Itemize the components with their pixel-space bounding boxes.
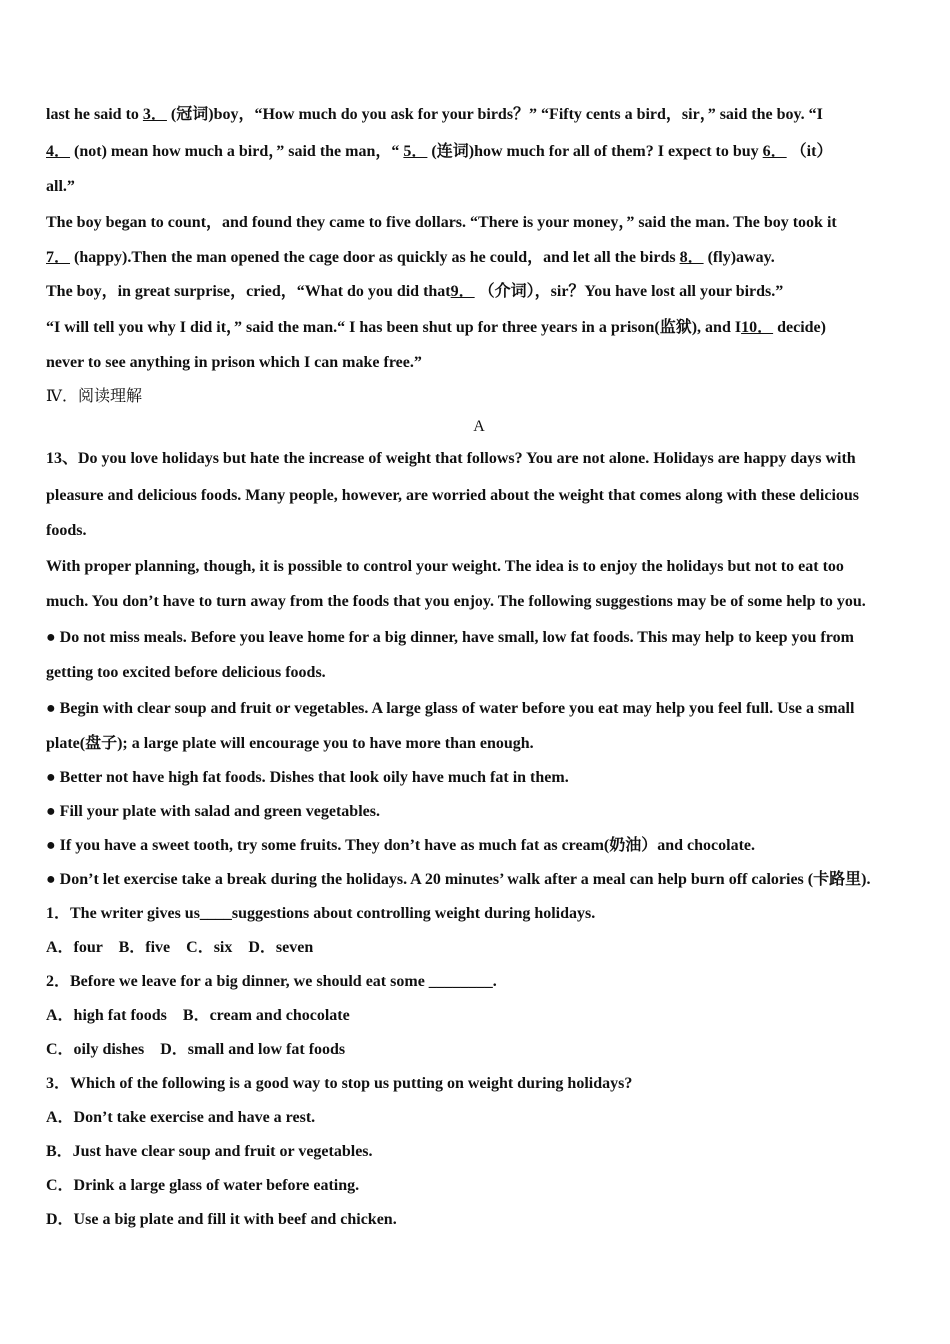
blank-8: 8． (679, 249, 704, 266)
blank-9: 9． (450, 283, 475, 300)
blank-5: 5． (403, 143, 428, 160)
question-option: A．Don’t take exercise and have a rest. (46, 1109, 316, 1126)
cloze-line: 4． (not) mean how much a bird，” said the man，“ 5． (连词)how much for all of them? I expect to buy 6． （it） (46, 143, 833, 160)
question-option: C．Drink a large glass of water before eating. (46, 1177, 360, 1194)
passage-line: getting too excited before delicious foods. (46, 664, 326, 681)
passage-line: ● Fill your plate with salad and green vegetables. (46, 803, 380, 820)
question-stem: 1．The writer gives us____suggestions about controlling weight during holidays. (46, 905, 596, 922)
passage-line: much. You don’t have to turn away from the foods that you enjoy. The following suggestions may be of some help to you. (46, 593, 866, 610)
passage-line: ● Begin with clear soup and fruit or vegetables. A large glass of water before you eat may help you feel full. Use a small (46, 700, 855, 717)
cloze-line: last he said to 3． (冠词)boy，“How much do you ask for your birds？” “Fifty cents a bird，sir，” said the boy. “I (46, 106, 823, 123)
blank-6: 6． (762, 143, 787, 160)
cloze-line: “I will tell you why I did it，” said the man.“ I has been shut up for three years in a prison(监狱), and I10． decide) (46, 319, 826, 336)
passage-line: With proper planning, though, it is possible to control your weight. The idea is to enjoy the holidays but not to eat too (46, 558, 844, 575)
question-stem: 3．Which of the following is a good way to stop us putting on weight during holidays? (46, 1075, 633, 1092)
section-title: Ⅳ．阅读理解 (46, 388, 142, 405)
passage-line: foods. (46, 522, 87, 539)
cloze-line: The boy began to count，and found they came to five dollars. “There is your money，” said the man. The boy took it (46, 214, 837, 231)
passage-line: ● Don’t let exercise take a break during the holidays. A 20 minutes’ walk after a meal can help burn off calories (卡路里). (46, 871, 871, 888)
question-option: B．Just have clear soup and fruit or vegetables. (46, 1143, 373, 1160)
question-option: D．Use a big plate and fill it with beef and chicken. (46, 1211, 397, 1228)
blank-7: 7． (46, 249, 71, 266)
blank-4: 4． (46, 143, 71, 160)
passage-label: A (473, 418, 485, 435)
passage-line: 13、Do you love holidays but hate the increase of weight that follows? You are not alone. Holidays are happy days with (46, 450, 856, 467)
cloze-line: all.” (46, 178, 75, 195)
cloze-line: never to see anything in prison which I can make free.” (46, 354, 422, 371)
question-options: C．oily dishes D．small and low fat foods (46, 1041, 346, 1058)
document-page (46, 96, 912, 1237)
passage-line: plate(盘子); a large plate will encourage you to have more than enough. (46, 735, 534, 752)
question-options: A．four B．five C．six D．seven (46, 939, 314, 956)
cloze-line: The boy，in great surprise，cried，“What do you did that9． （介词），sir？You have lost all your birds.” (46, 283, 784, 300)
passage-line: ● Do not miss meals. Before you leave home for a big dinner, have small, low fat foods. This may help to keep you from (46, 629, 854, 646)
passage-line: ● Better not have high fat foods. Dishes that look oily have much fat in them. (46, 769, 569, 786)
blank-3: 3． (142, 106, 167, 123)
passage-line: pleasure and delicious foods. Many people, however, are worried about the weight that comes along with these delicious (46, 487, 860, 504)
question-options: A．high fat foods B．cream and chocolate (46, 1007, 350, 1024)
question-stem: 2．Before we leave for a big dinner, we should eat some ________. (46, 973, 497, 990)
blank-10: 10． (741, 319, 774, 336)
cloze-line: 7． (happy).Then the man opened the cage door as quickly as he could，and let all the birds 8． (fly)away. (46, 249, 775, 266)
passage-line: ● If you have a sweet tooth, try some fruits. They don’t have as much fat as cream(奶油）and chocolate. (46, 837, 756, 854)
